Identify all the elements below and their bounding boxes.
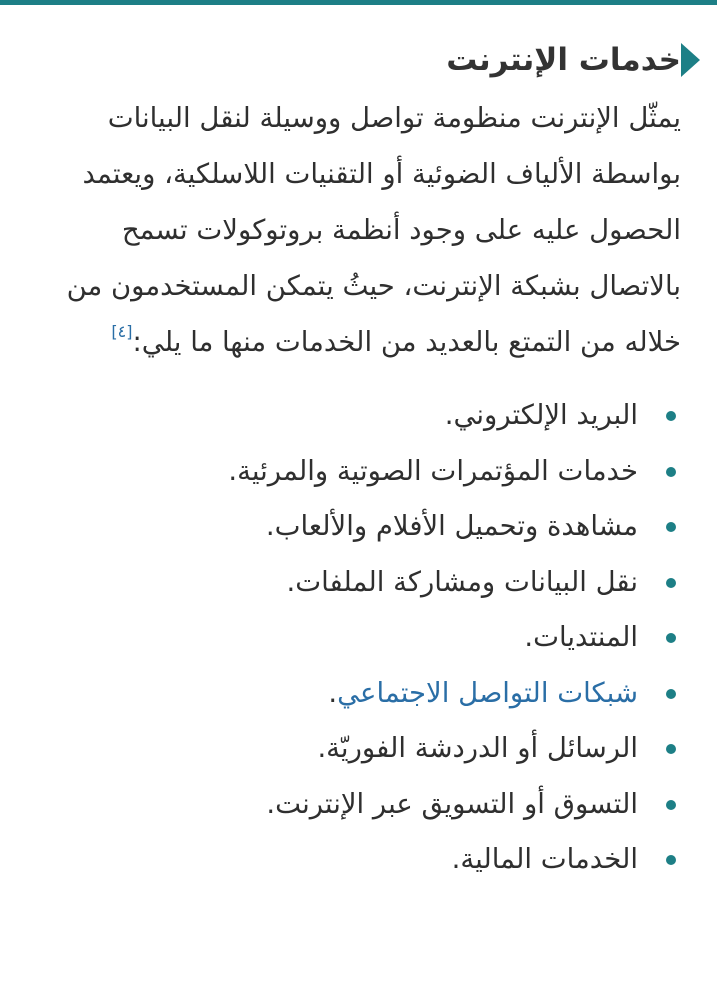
list-item-suffix: . xyxy=(328,676,338,709)
article-section xyxy=(41,30,681,888)
list-item xyxy=(41,610,681,666)
list-item-text: خدمات المؤتمرات الصوتية والمرئية. xyxy=(228,454,638,487)
bullet-icon xyxy=(666,411,676,421)
list-item-text: الخدمات المالية. xyxy=(451,843,638,875)
bullet-icon xyxy=(666,522,676,532)
bullet-icon xyxy=(666,578,676,588)
top-accent-bar xyxy=(0,0,717,5)
intro-text: يمثّل الإنترنت منظومة تواصل ووسيلة لنقل البيانات بواسطة الألياف الضوئية أو التقنيات اللاسلكية، ويعتمد الحصول عليه على وجود أنظمة بروتوكولات تسمح بالاتصال بشبكة الإنترنت، حيثُ يتمكن المستخدمون من خلاله من التمتع بالعديد من الخدمات منها ما يلي: xyxy=(66,102,681,358)
bullet-icon xyxy=(666,633,676,643)
bullet-icon xyxy=(666,855,676,865)
list-item-text: نقل البيانات ومشاركة الملفات. xyxy=(286,565,638,598)
section-heading-text: خدمات الإنترنت xyxy=(446,42,681,78)
list-item-text: المنتديات. xyxy=(524,621,638,653)
list-item xyxy=(41,777,681,833)
list-item xyxy=(41,832,681,888)
list-item xyxy=(41,721,681,777)
list-item-text: مشاهدة وتحميل الأفلام والألعاب. xyxy=(265,510,638,542)
social-networks-link[interactable]: شبكات التواصل الاجتماعي xyxy=(337,676,638,709)
heading-triangle-icon xyxy=(681,43,700,77)
bullet-icon xyxy=(666,800,676,810)
list-item xyxy=(41,666,681,722)
section-heading xyxy=(41,30,681,90)
list-item xyxy=(41,444,681,500)
services-list xyxy=(41,388,681,888)
list-item-text: الرسائل أو الدردشة الفوريّة. xyxy=(317,732,638,764)
list-item xyxy=(41,555,681,611)
list-item-text: البريد الإلكتروني. xyxy=(444,399,638,431)
list-item-text: التسوق أو التسويق عبر الإنترنت. xyxy=(266,787,638,820)
bullet-icon xyxy=(666,689,676,699)
intro-paragraph xyxy=(41,90,681,370)
list-item xyxy=(41,499,681,555)
bullet-icon xyxy=(666,467,676,477)
list-item xyxy=(41,388,681,444)
citation-link[interactable]: [٤] xyxy=(111,322,133,341)
bullet-icon xyxy=(666,744,676,754)
